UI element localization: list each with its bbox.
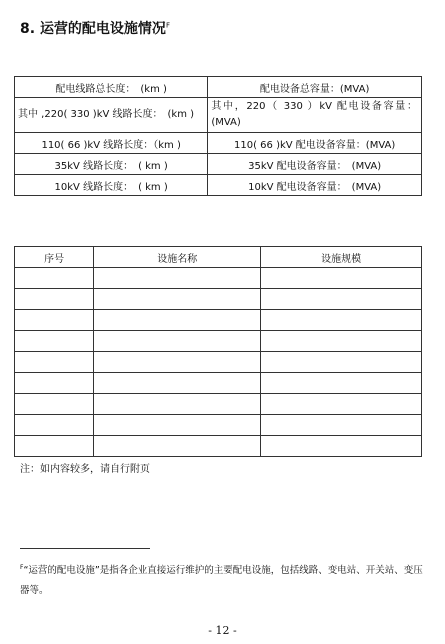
- facility-table: [14, 246, 422, 457]
- index-cell[interactable]: [15, 415, 94, 436]
- capacity-table: [14, 76, 422, 196]
- column-header-index: 序号: [15, 247, 94, 268]
- table-header-row: [15, 247, 422, 268]
- scale-cell[interactable]: [261, 310, 422, 331]
- section-number: 8.: [20, 21, 36, 37]
- column-header-scale: 设施规模: [261, 247, 422, 268]
- equipment-110kv-capacity-cell[interactable]: 110( 66 )kV 配电设备容量：(MVA): [208, 133, 422, 154]
- table-row: [15, 98, 422, 133]
- index-cell[interactable]: [15, 394, 94, 415]
- scale-cell[interactable]: [261, 436, 422, 457]
- table-row: [15, 373, 422, 394]
- footnote-text: “运营的配电设施”是指各企业直接运行维护的主要配电设施，包括线路、变电站、开关站、变压器等。: [20, 565, 423, 597]
- name-cell[interactable]: [94, 394, 261, 415]
- name-cell[interactable]: [94, 352, 261, 373]
- index-cell[interactable]: [15, 310, 94, 331]
- index-cell[interactable]: [15, 373, 94, 394]
- table-row: [15, 133, 422, 154]
- scale-cell[interactable]: [261, 373, 422, 394]
- line-220kv-length-cell[interactable]: 其中 ,220( 330 )kV 线路长度： (km ): [15, 98, 208, 133]
- scale-cell[interactable]: [261, 394, 422, 415]
- index-cell[interactable]: [15, 289, 94, 310]
- table-row: [15, 436, 422, 457]
- name-cell[interactable]: [94, 331, 261, 352]
- equipment-220kv-capacity-cell[interactable]: 其中，220（ 330 ）kV 配电设备容量：(MVA): [208, 98, 422, 133]
- name-cell[interactable]: [94, 415, 261, 436]
- footnote-mark: F: [20, 564, 24, 571]
- footnote-divider: [20, 548, 150, 549]
- page-number: - 12 -: [208, 624, 237, 637]
- table-row: [15, 175, 422, 196]
- table-row: [15, 77, 422, 98]
- index-cell[interactable]: [15, 436, 94, 457]
- equipment-10kv-capacity-cell[interactable]: 10kV 配电设备容量： (MVA): [208, 175, 422, 196]
- scale-cell[interactable]: [261, 331, 422, 352]
- footnote-reference: F: [165, 21, 170, 30]
- index-cell[interactable]: [15, 268, 94, 289]
- table-row: [15, 415, 422, 436]
- table-row: [15, 289, 422, 310]
- name-cell[interactable]: [94, 373, 261, 394]
- index-cell[interactable]: [15, 352, 94, 373]
- section-heading: [20, 18, 170, 38]
- index-cell[interactable]: [15, 331, 94, 352]
- line-total-length-cell[interactable]: 配电线路总长度： (km ): [15, 77, 208, 98]
- name-cell[interactable]: [94, 268, 261, 289]
- name-cell[interactable]: [94, 289, 261, 310]
- line-35kv-length-cell[interactable]: 35kV 线路长度： ( km ): [15, 154, 208, 175]
- table-row: [15, 154, 422, 175]
- line-10kv-length-cell[interactable]: 10kV 线路长度： ( km ): [15, 175, 208, 196]
- table-row: [15, 268, 422, 289]
- scale-cell[interactable]: [261, 268, 422, 289]
- table-row: [15, 394, 422, 415]
- table-row: [15, 310, 422, 331]
- scale-cell[interactable]: [261, 352, 422, 373]
- line-110kv-length-cell[interactable]: 110( 66 )kV 线路长度：（km ): [15, 133, 208, 154]
- equipment-35kv-capacity-cell[interactable]: 35kV 配电设备容量： (MVA): [208, 154, 422, 175]
- name-cell[interactable]: [94, 310, 261, 331]
- table-row: [15, 352, 422, 373]
- footnote: [20, 558, 424, 601]
- equipment-total-capacity-cell[interactable]: 配电设备总容量：(MVA): [208, 77, 422, 98]
- name-cell[interactable]: [94, 436, 261, 457]
- column-header-name: 设施名称: [94, 247, 261, 268]
- scale-cell[interactable]: [261, 289, 422, 310]
- note-text: 注：如内容较多，请自行附页: [20, 464, 150, 475]
- table-row: [15, 331, 422, 352]
- facility-table-body: [15, 268, 422, 457]
- section-title: 运营的配电设施情况: [39, 21, 166, 37]
- scale-cell[interactable]: [261, 415, 422, 436]
